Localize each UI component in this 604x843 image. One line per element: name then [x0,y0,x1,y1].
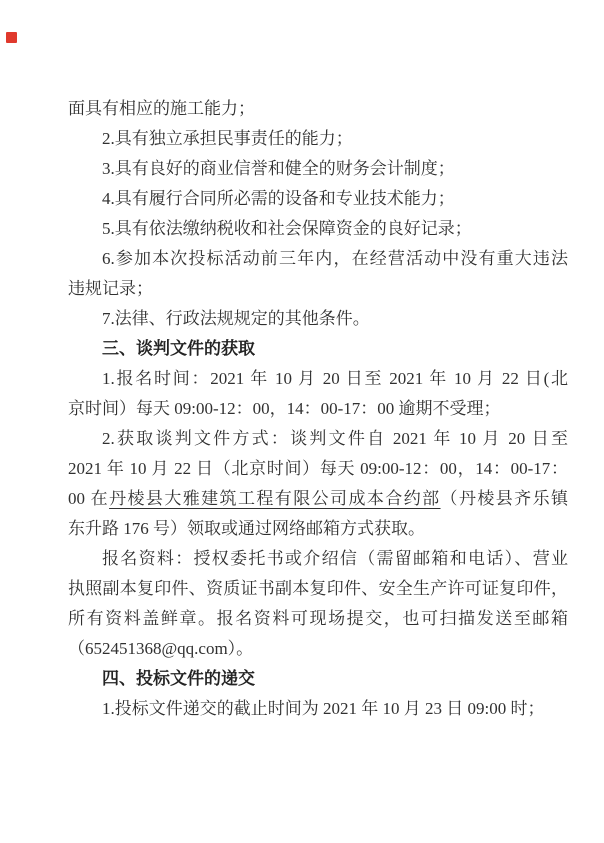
paragraph-line: 3.具有良好的商业信誉和健全的财务会计制度； [102,159,455,178]
paragraph-line: 2021 年 10 月 22 日（北京时间）每天 09:00-12：00，14：00-17： [68,459,568,478]
paragraph-line: 7.法律、行政法规规定的其他条件。 [102,309,370,328]
document-text-block [68,94,568,724]
paragraph-line: 6.参加本次投标活动前三年内，在经营活动中没有重大违法 [102,249,568,268]
red-stamp-mark [6,32,17,43]
paragraph-line: 面具有相应的施工能力； [68,99,255,118]
paragraph-line: 所有资料盖鲜章。报名资料可现场提交，也可扫描发送至邮箱 [68,609,568,628]
paragraph-line: 2.获取谈判文件方式：谈判文件自 2021 年 10 月 20 日至 [102,429,568,448]
section-heading-document-acquisition: 三、谈判文件的获取 [102,339,255,358]
paragraph-line: 京时间）每天 09:00-12：00，14：00-17：00 逾期不受理； [68,399,501,418]
paragraph-line: 报名资料：授权委托书或介绍信（需留邮箱和电话）、营业 [102,549,568,568]
paragraph-line: 1.投标文件递交的截止时间为 2021 年 10 月 23 日 09:00 时； [102,699,545,718]
line-text-post: （丹棱县齐乐镇 [440,489,568,508]
paragraph-line: 4.具有履行合同所必需的设备和专业技术能力； [102,189,455,208]
section-heading-bid-submission: 四、投标文件的递交 [102,669,255,688]
paragraph-line: 2.具有独立承担民事责任的能力； [102,129,353,148]
paragraph-line: 东升路 176 号）领取或通过网络邮箱方式获取。 [68,519,425,538]
paragraph-line: 违规记录； [68,279,153,298]
paragraph-line: 5.具有依法缴纳税收和社会保障资金的良好记录； [102,219,472,238]
paragraph-line: 执照副本复印件、资质证书副本复印件、安全生产许可证复印件， [68,579,568,598]
paragraph-line [68,484,568,514]
paragraph-line: 1.报名时间：2021 年 10 月 20 日至 2021 年 10 月 22 日(北 [102,369,568,388]
paragraph-line: （652451368@qq.com）。 [68,639,254,658]
company-name-underlined: 丹棱县大雅建筑工程有限公司成本合约部 [109,489,441,508]
line-text-pre: 00 在 [68,489,110,508]
